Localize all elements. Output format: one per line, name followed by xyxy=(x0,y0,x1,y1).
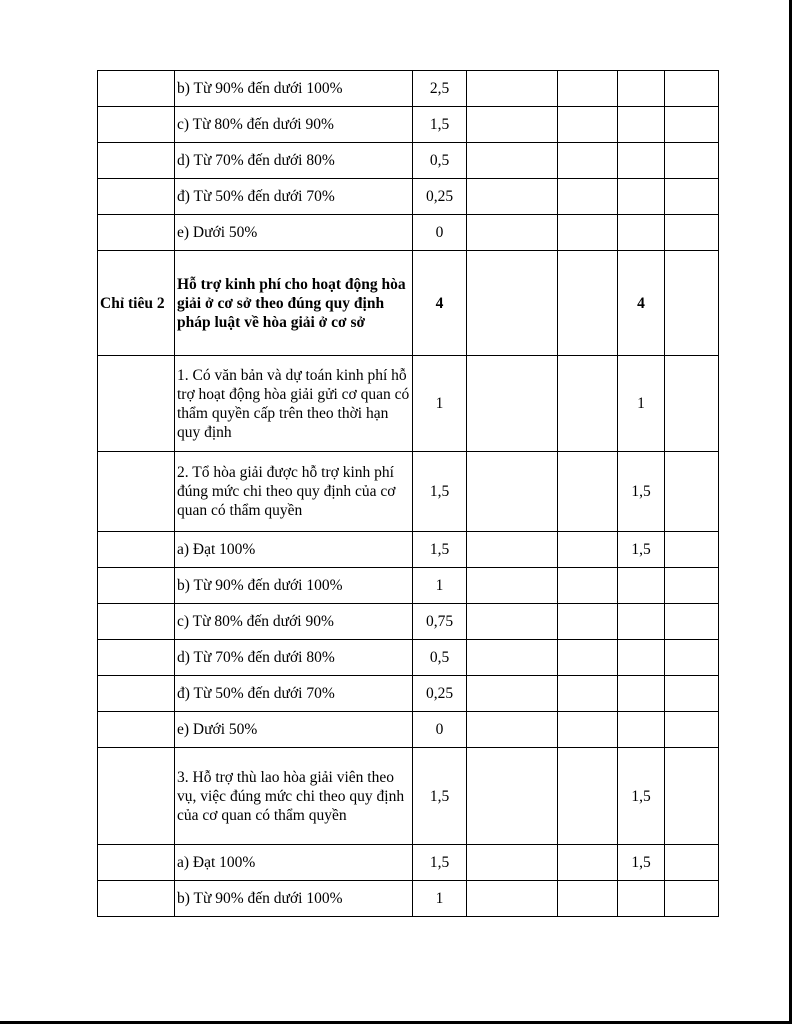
table-row xyxy=(98,71,719,107)
col-d-cell xyxy=(467,676,558,712)
col-g-cell xyxy=(665,452,719,532)
points-cell xyxy=(618,881,665,917)
col-d-cell xyxy=(467,748,558,845)
col-e-cell xyxy=(558,604,618,640)
col-g-cell xyxy=(665,640,719,676)
col-e-cell xyxy=(558,143,618,179)
col-d-cell xyxy=(467,532,558,568)
points-cell: 4 xyxy=(618,251,665,356)
table-row xyxy=(98,712,719,748)
col-g-cell xyxy=(665,107,719,143)
col-g-cell xyxy=(665,881,719,917)
score-cell: 1 xyxy=(413,568,467,604)
score-cell: 1 xyxy=(413,881,467,917)
item-cell xyxy=(98,676,175,712)
table-row xyxy=(98,604,719,640)
col-d-cell xyxy=(467,107,558,143)
item-cell xyxy=(98,356,175,452)
points-cell xyxy=(618,107,665,143)
score-cell: 0,25 xyxy=(413,676,467,712)
col-e-cell xyxy=(558,881,618,917)
item-cell xyxy=(98,452,175,532)
score-cell: 0,5 xyxy=(413,143,467,179)
content-cell: Hỗ trợ kinh phí cho hoạt động hòa giải ở cơ sở theo đúng quy định pháp luật về hòa giải ở cơ sở xyxy=(175,251,413,356)
points-cell: 1,5 xyxy=(618,845,665,881)
item-cell xyxy=(98,640,175,676)
points-cell xyxy=(618,179,665,215)
table-row xyxy=(98,640,719,676)
item-cell xyxy=(98,604,175,640)
score-cell: 0 xyxy=(413,215,467,251)
score-cell: 1,5 xyxy=(413,845,467,881)
item-cell xyxy=(98,71,175,107)
item-cell xyxy=(98,881,175,917)
col-g-cell xyxy=(665,532,719,568)
col-e-cell xyxy=(558,107,618,143)
item-cell xyxy=(98,179,175,215)
score-cell: 0,5 xyxy=(413,640,467,676)
content-cell: d) Từ 70% đến dưới 80% xyxy=(175,640,413,676)
item-cell xyxy=(98,107,175,143)
score-cell: 0 xyxy=(413,712,467,748)
col-g-cell xyxy=(665,356,719,452)
col-g-cell xyxy=(665,676,719,712)
content-cell: b) Từ 90% đến dưới 100% xyxy=(175,71,413,107)
col-g-cell xyxy=(665,143,719,179)
content-cell: b) Từ 90% đến dưới 100% xyxy=(175,568,413,604)
points-cell xyxy=(618,604,665,640)
item-cell xyxy=(98,568,175,604)
col-g-cell xyxy=(665,604,719,640)
points-cell: 1 xyxy=(618,356,665,452)
content-cell: c) Từ 80% đến dưới 90% xyxy=(175,107,413,143)
points-cell xyxy=(618,712,665,748)
content-cell: c) Từ 80% đến dưới 90% xyxy=(175,604,413,640)
score-cell: 1,5 xyxy=(413,107,467,143)
col-g-cell xyxy=(665,568,719,604)
col-e-cell xyxy=(558,676,618,712)
points-cell xyxy=(618,215,665,251)
table-row xyxy=(98,532,719,568)
table-row xyxy=(98,452,719,532)
table-row xyxy=(98,676,719,712)
content-cell: d) Từ 70% đến dưới 80% xyxy=(175,143,413,179)
col-d-cell xyxy=(467,452,558,532)
col-e-cell xyxy=(558,215,618,251)
col-d-cell xyxy=(467,215,558,251)
score-cell: 0,75 xyxy=(413,604,467,640)
col-e-cell xyxy=(558,640,618,676)
score-cell: 1,5 xyxy=(413,532,467,568)
table-row xyxy=(98,251,719,356)
table-row xyxy=(98,143,719,179)
col-e-cell xyxy=(558,748,618,845)
item-cell xyxy=(98,215,175,251)
col-e-cell xyxy=(558,71,618,107)
col-e-cell xyxy=(558,568,618,604)
table-row xyxy=(98,881,719,917)
item-cell xyxy=(98,532,175,568)
col-d-cell xyxy=(467,640,558,676)
item-cell xyxy=(98,845,175,881)
content-cell: đ) Từ 50% đến dưới 70% xyxy=(175,676,413,712)
points-cell: 1,5 xyxy=(618,452,665,532)
col-g-cell xyxy=(665,251,719,356)
score-cell: 1,5 xyxy=(413,748,467,845)
col-d-cell xyxy=(467,356,558,452)
item-cell xyxy=(98,712,175,748)
col-d-cell xyxy=(467,712,558,748)
table-row xyxy=(98,215,719,251)
col-e-cell xyxy=(558,845,618,881)
scoring-table xyxy=(97,70,719,917)
col-d-cell xyxy=(467,845,558,881)
col-g-cell xyxy=(665,215,719,251)
col-d-cell xyxy=(467,604,558,640)
col-g-cell xyxy=(665,845,719,881)
table-body xyxy=(98,71,719,917)
col-g-cell xyxy=(665,71,719,107)
content-cell: b) Từ 90% đến dưới 100% xyxy=(175,881,413,917)
content-cell: e) Dưới 50% xyxy=(175,215,413,251)
points-cell: 1,5 xyxy=(618,532,665,568)
table-row xyxy=(98,356,719,452)
content-cell: 1. Có văn bản và dự toán kinh phí hỗ trợ hoạt động hòa giải gửi cơ quan có thẩm quyền cấp trên theo thời hạn quy định xyxy=(175,356,413,452)
col-g-cell xyxy=(665,748,719,845)
item-cell xyxy=(98,748,175,845)
content-cell: a) Đạt 100% xyxy=(175,845,413,881)
content-cell: đ) Từ 50% đến dưới 70% xyxy=(175,179,413,215)
table-row xyxy=(98,748,719,845)
col-d-cell xyxy=(467,71,558,107)
col-g-cell xyxy=(665,179,719,215)
score-cell: 1,5 xyxy=(413,452,467,532)
table-row xyxy=(98,845,719,881)
content-cell: 3. Hỗ trợ thù lao hòa giải viên theo vụ, việc đúng mức chi theo quy định của cơ quan có thẩm quyền xyxy=(175,748,413,845)
score-cell: 4 xyxy=(413,251,467,356)
content-cell: 2. Tổ hòa giải được hỗ trợ kinh phí đúng mức chi theo quy định của cơ quan có thẩm quyền xyxy=(175,452,413,532)
content-cell: a) Đạt 100% xyxy=(175,532,413,568)
table-row xyxy=(98,568,719,604)
col-d-cell xyxy=(467,251,558,356)
points-cell xyxy=(618,568,665,604)
col-e-cell xyxy=(558,179,618,215)
col-e-cell xyxy=(558,356,618,452)
points-cell xyxy=(618,640,665,676)
points-cell xyxy=(618,143,665,179)
content-cell: e) Dưới 50% xyxy=(175,712,413,748)
points-cell: 1,5 xyxy=(618,748,665,845)
points-cell xyxy=(618,676,665,712)
score-cell: 1 xyxy=(413,356,467,452)
col-g-cell xyxy=(665,712,719,748)
col-d-cell xyxy=(467,881,558,917)
item-cell xyxy=(98,143,175,179)
score-cell: 0,25 xyxy=(413,179,467,215)
points-cell xyxy=(618,71,665,107)
table-row xyxy=(98,179,719,215)
col-e-cell xyxy=(558,251,618,356)
item-cell: Chỉ tiêu 2 xyxy=(98,251,175,356)
col-e-cell xyxy=(558,712,618,748)
table-row xyxy=(98,107,719,143)
col-d-cell xyxy=(467,179,558,215)
col-d-cell xyxy=(467,568,558,604)
score-cell: 2,5 xyxy=(413,71,467,107)
col-d-cell xyxy=(467,143,558,179)
col-e-cell xyxy=(558,532,618,568)
col-e-cell xyxy=(558,452,618,532)
